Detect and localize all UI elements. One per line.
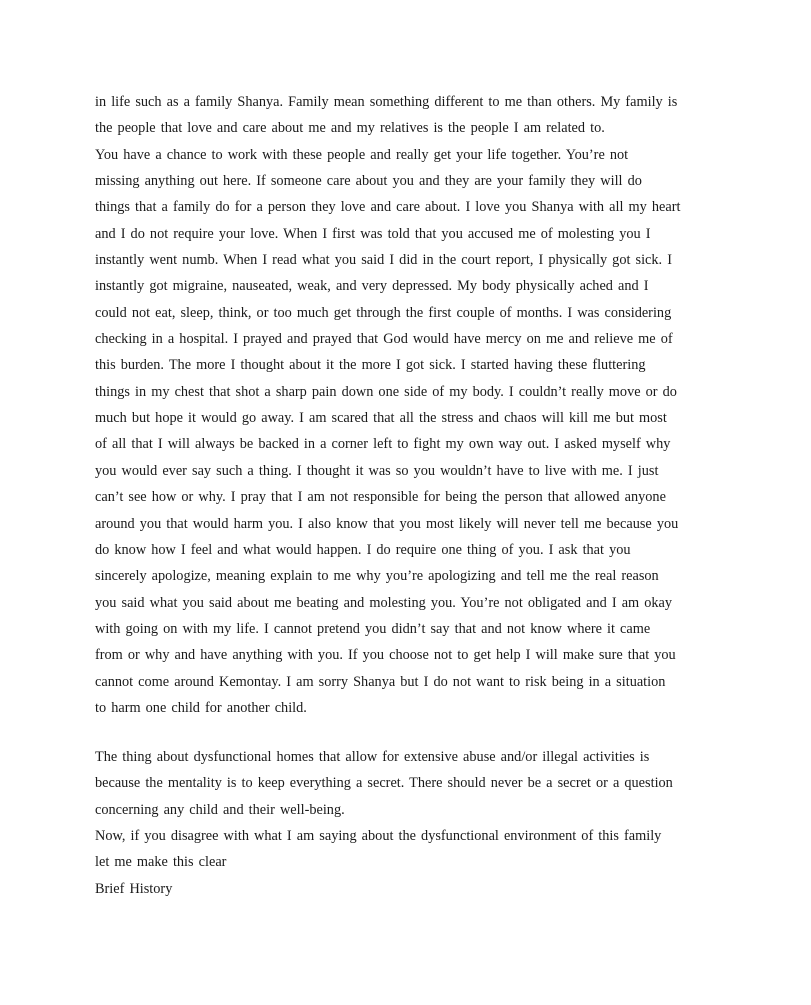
text-line: around you that would harm you. I also know that you most likely will never tell me because you — [95, 515, 679, 532]
text-line: things in my chest that shot a sharp pain down one side of my body. I couldn’t really move or do — [95, 383, 677, 400]
letter-paragraph — [95, 89, 745, 721]
text-line: this burden. The more I thought about it the more I got sick. I started having these fluttering — [95, 357, 646, 374]
text-line: missing anything out here. If someone care about you and they are your family they will do — [95, 173, 642, 190]
text-line: and I do not require your love. When I first was told that you accused me of molesting you I — [95, 225, 651, 242]
text-line: sincerely apologize, meaning explain to me why you’re apologizing and tell me the real reason — [95, 568, 659, 585]
text-line: the people that love and care about me and my relatives is the people I am related to. — [95, 120, 605, 137]
text-line: checking in a hospital. I prayed and prayed that God would have mercy on me and relieve me of — [95, 331, 673, 348]
text-line: in life such as a family Shanya. Family mean something different to me than others. My family is — [95, 94, 678, 110]
text-line: you said what you said about me beating and molesting you. You’re not obligated and I am okay — [95, 594, 673, 611]
text-line: The thing about dysfunctional homes that allow for extensive abuse and/or illegal activities is — [95, 749, 650, 765]
text-line: of all that I will always be backed in a corner left to fight my own way out. I asked myself why — [95, 436, 671, 453]
letter-paragraph — [95, 744, 745, 902]
text-line: do know how I feel and what would happen. I do require one thing of you. I ask that you — [95, 541, 631, 558]
text-line: cannot come around Kemontay. I am sorry Shanya but I do not want to risk being in a situation — [95, 673, 666, 690]
text-line: to harm one child for another child. — [95, 699, 307, 716]
text-line: things that a family do for a person they love and care about. I love you Shanya with all my heart — [95, 199, 681, 216]
text-line: with going on with my life. I cannot pretend you didn’t say that and not know where it came — [95, 620, 651, 637]
text-line: instantly got migraine, nauseated, weak, and very depressed. My body physically ached and I — [95, 278, 649, 295]
text-line: from or why and have anything with you. If you choose not to get help I will make sure that you — [95, 647, 676, 664]
text-line: because the mentality is to keep everything a secret. There should never be a secret or a question — [95, 775, 673, 792]
text-line: instantly went numb. When I read what you said I did in the court report, I physically got sick. I — [95, 252, 672, 269]
text-line: let me make this clear — [95, 854, 227, 871]
text-line: can’t see how or why. I pray that I am not responsible for being the person that allowed anyone — [95, 489, 666, 506]
text-line: You have a chance to work with these people and really get your life together. You’re not — [95, 146, 629, 163]
text-line: concerning any child and their well-being. — [95, 801, 345, 818]
text-line: much but hope it would go away. I am scared that all the stress and chaos will kill me but most — [95, 410, 667, 427]
text-line: could not eat, sleep, think, or too much get through the first couple of months. I was considering — [95, 304, 672, 321]
text-line: Now, if you disagree with what I am saying about the dysfunctional environment of this family — [95, 828, 662, 845]
text-line: you would ever say such a thing. I thought it was so you wouldn’t have to live with me. I just — [95, 462, 659, 479]
section-heading: Brief History — [95, 880, 173, 897]
